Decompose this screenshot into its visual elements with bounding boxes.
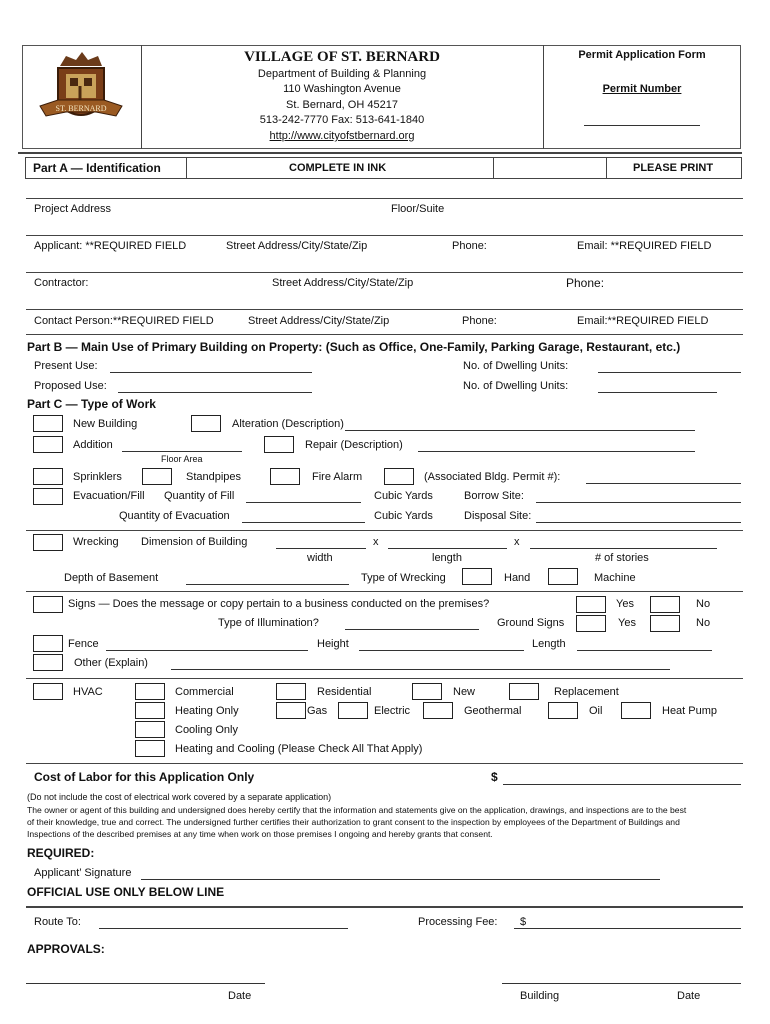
signs-no-checkbox[interactable] [650, 596, 680, 613]
dwelling-units-1-label: No. of Dwelling Units: [463, 360, 569, 372]
section-line-hvac [26, 678, 743, 679]
signs-yes-label: Yes [616, 598, 634, 610]
repair-field[interactable] [418, 451, 695, 452]
gas-label: Gas [307, 705, 328, 717]
header-title: VILLAGE OF ST. BERNARD [244, 49, 440, 65]
present-use-label: Present Use: [34, 360, 98, 372]
applicant-label: Applicant: **REQUIRED FIELD [34, 240, 187, 252]
contractor-label: Contractor: [34, 277, 89, 289]
alteration-label: Alteration (Description) [232, 418, 344, 430]
width-field[interactable] [276, 548, 366, 549]
applicant-phone-label: Phone: [452, 240, 487, 252]
heating-cooling-checkbox[interactable] [135, 740, 165, 757]
commercial-label: Commercial [175, 686, 234, 698]
certification-line-1: The owner or agent of this building and undersigned does hereby certify that the information and statements give on the application, drawings, and inspections are to the best [27, 805, 687, 815]
replacement-checkbox[interactable] [509, 683, 539, 700]
x-separator-2: x [514, 536, 520, 548]
commercial-checkbox[interactable] [135, 683, 165, 700]
processing-fee-dollar: $ [520, 916, 527, 928]
part-a-title: Part A — Identification [33, 161, 161, 175]
contact-email-label: Email:**REQUIRED FIELD [577, 315, 709, 327]
fence-field[interactable] [106, 650, 308, 651]
dimension-label: Dimension of Building [141, 536, 248, 548]
bar-top-line [18, 152, 742, 154]
quantity-fill-field[interactable] [246, 502, 361, 503]
residential-checkbox[interactable] [276, 683, 306, 700]
dwelling-units-1-field[interactable] [598, 372, 741, 373]
proposed-use-field[interactable] [118, 392, 312, 393]
certification-line-3: Inspections of the described premises at any time when work on those premises I ongoing and hereby grants that consent. [27, 829, 493, 839]
applicant-email-label: Email: **REQUIRED FIELD [577, 240, 712, 252]
signs-no-label: No [696, 598, 711, 610]
illumination-field[interactable] [345, 629, 479, 630]
contact-street-label: Street Address/City/State/Zip [248, 315, 390, 327]
complete-in-ink: COMPLETE IN INK [289, 162, 387, 174]
depth-basement-label: Depth of Basement [64, 572, 159, 584]
length-field[interactable] [388, 548, 507, 549]
route-to-field[interactable] [99, 928, 348, 929]
alteration-checkbox[interactable] [191, 415, 221, 432]
wrecking-checkbox[interactable] [33, 534, 63, 551]
cubic-yards-1-label: Cubic Yards [374, 490, 433, 502]
ground-signs-yes-label: Yes [618, 617, 636, 629]
bar-divider-3 [606, 157, 607, 179]
heat-pump-label: Heat Pump [662, 705, 718, 717]
approval-signature-field-1[interactable] [26, 983, 265, 984]
electric-checkbox[interactable] [338, 702, 368, 719]
geothermal-label: Geothermal [464, 705, 522, 717]
standpipes-checkbox[interactable] [142, 468, 172, 485]
section-line-signs [26, 591, 743, 592]
floor-area-field[interactable] [122, 451, 242, 452]
fence-label: Fence [68, 638, 99, 650]
ground-signs-label: Ground Signs [497, 617, 565, 629]
assoc-permit-label: (Associated Bldg. Permit #): [424, 471, 561, 483]
new-building-label: New Building [73, 418, 138, 430]
header-phone-fax: 513-242-7770 Fax: 513-641-1840 [259, 114, 425, 126]
cost-field[interactable] [503, 784, 741, 785]
wrecking-label: Wrecking [73, 536, 119, 548]
header-address: 110 Washington Avenue [283, 83, 401, 95]
addition-label: Addition [73, 439, 113, 451]
fire-alarm-checkbox[interactable] [270, 468, 300, 485]
fire-alarm-label: Fire Alarm [312, 471, 363, 483]
borrow-site-label: Borrow Site: [464, 490, 524, 502]
approval-building-label: Building [520, 990, 560, 1002]
required-heading: REQUIRED: [27, 846, 95, 860]
cooling-only-checkbox[interactable] [135, 721, 165, 738]
ground-signs-no-checkbox[interactable] [650, 615, 680, 632]
disposal-site-field[interactable] [536, 522, 741, 523]
fence-length-label: Length [532, 638, 566, 650]
present-use-field[interactable] [110, 372, 312, 373]
approval-date-1-label: Date [228, 990, 252, 1002]
village-seal [36, 48, 126, 146]
new-label: New [453, 686, 476, 698]
oil-checkbox[interactable] [548, 702, 578, 719]
new-checkbox[interactable] [412, 683, 442, 700]
quantity-evacuation-label: Quantity of Evacuation [119, 510, 230, 522]
permit-number-field[interactable] [584, 125, 700, 126]
row-line-3 [26, 272, 743, 273]
applicant-street-label: Street Address/City/State/Zip [226, 240, 368, 252]
hvac-checkbox[interactable] [33, 683, 63, 700]
cost-note: (Do not include the cost of electrical work covered by a separate application) [27, 792, 332, 802]
cost-dollar: $ [491, 770, 498, 784]
signature-label: Applicant’ Signature [34, 867, 132, 879]
depth-basement-field[interactable] [186, 584, 349, 585]
official-use-heading: OFFICIAL USE ONLY BELOW LINE [27, 885, 225, 899]
electric-label: Electric [374, 705, 411, 717]
geothermal-checkbox[interactable] [423, 702, 453, 719]
quantity-evacuation-field[interactable] [242, 522, 365, 523]
height-field[interactable] [359, 650, 524, 651]
repair-checkbox[interactable] [264, 436, 294, 453]
official-use-line [26, 906, 743, 908]
dwelling-units-2-label: No. of Dwelling Units: [463, 380, 569, 392]
signs-label: Signs — Does the message or copy pertain to a business conducted on the premises? [68, 598, 490, 610]
length-label: length [432, 552, 462, 564]
section-line-cost [26, 763, 743, 764]
machine-checkbox[interactable] [548, 568, 578, 585]
route-to-label: Route To: [34, 916, 81, 928]
seal-lettering: ST. BERNARD [55, 104, 107, 113]
cost-label: Cost of Labor for this Application Only [34, 770, 255, 784]
heating-only-label: Heating Only [175, 705, 239, 717]
addition-checkbox[interactable] [33, 436, 63, 453]
processing-fee-label: Processing Fee: [418, 916, 498, 928]
row-line-1 [26, 198, 743, 199]
sprinklers-label: Sprinklers [73, 471, 122, 483]
new-building-checkbox[interactable] [33, 415, 63, 432]
assoc-permit-checkbox[interactable] [384, 468, 414, 485]
stories-field[interactable] [530, 548, 717, 549]
contractor-phone-label: Phone: [566, 276, 605, 290]
header-department: Department of Building & Planning [257, 68, 427, 80]
fence-checkbox[interactable] [33, 635, 63, 652]
project-address-label: Project Address [34, 203, 112, 215]
other-label: Other (Explain) [74, 657, 148, 669]
oil-label: Oil [589, 705, 603, 717]
illumination-label: Type of Illumination? [218, 617, 319, 629]
assoc-permit-field[interactable] [586, 483, 741, 484]
certification-line-2: of their knowledge, true and correct. The undersigned further certifies their authorization to grant consent to the inspection by employees of the Department of Buildings and [27, 817, 680, 827]
standpipes-label: Standpipes [186, 471, 242, 483]
signs-yes-checkbox[interactable] [576, 596, 606, 613]
height-label: Height [317, 638, 349, 650]
floor-suite-label: Floor/Suite [391, 203, 445, 215]
dwelling-units-2-field[interactable] [598, 392, 717, 393]
cooling-only-label: Cooling Only [175, 724, 238, 736]
header-url[interactable]: http://www.cityofstbernard.org [269, 130, 415, 142]
heat-pump-checkbox[interactable] [621, 702, 651, 719]
processing-fee-field[interactable] [514, 928, 741, 929]
hvac-label: HVAC [73, 686, 103, 698]
replacement-label: Replacement [554, 686, 619, 698]
permit-number-label: Permit Number [602, 83, 682, 95]
contractor-street-label: Street Address/City/State/Zip [272, 277, 414, 289]
other-checkbox[interactable] [33, 654, 63, 671]
signs-checkbox[interactable] [33, 596, 63, 613]
evacuation-fill-label: Evacuation/Fill [73, 490, 145, 502]
header-city: St. Bernard, OH 45217 [286, 99, 398, 111]
bar-divider-1 [186, 157, 187, 179]
evacuation-fill-checkbox[interactable] [33, 488, 63, 505]
approval-signature-field-2[interactable] [502, 983, 741, 984]
borrow-site-field[interactable] [536, 502, 741, 503]
please-print: PLEASE PRINT [633, 162, 714, 174]
gas-checkbox[interactable] [276, 702, 306, 719]
machine-label: Machine [594, 572, 636, 584]
part-a-bottom-line [26, 334, 743, 335]
approvals-heading: APPROVALS: [27, 942, 105, 956]
hand-checkbox[interactable] [462, 568, 492, 585]
width-label: width [307, 552, 333, 564]
sprinklers-checkbox[interactable] [33, 468, 63, 485]
fence-length-field[interactable] [577, 650, 712, 651]
type-wrecking-label: Type of Wrecking [361, 572, 446, 584]
floor-area-label: Floor Area [161, 454, 203, 464]
disposal-site-label: Disposal Site: [464, 510, 532, 522]
contact-phone-label: Phone: [462, 315, 497, 327]
signature-field[interactable] [141, 879, 660, 880]
part-c-title: Part C — Type of Work [27, 397, 156, 411]
residential-label: Residential [317, 686, 372, 698]
proposed-use-label: Proposed Use: [34, 380, 107, 392]
other-field[interactable] [171, 669, 670, 670]
row-line-4 [26, 309, 743, 310]
cubic-yards-2-label: Cubic Yards [374, 510, 433, 522]
section-line-wrecking [26, 530, 743, 531]
heating-cooling-label: Heating and Cooling (Please Check All That Apply) [175, 743, 423, 755]
ground-signs-no-label: No [696, 617, 711, 629]
quantity-fill-label: Quantity of Fill [164, 490, 235, 502]
bar-divider-2 [493, 157, 494, 179]
contact-person-label: Contact Person:**REQUIRED FIELD [34, 315, 214, 327]
row-line-2 [26, 235, 743, 236]
hand-label: Hand [504, 572, 531, 584]
stories-label: # of stories [595, 552, 649, 564]
repair-label: Repair (Description) [305, 439, 403, 451]
ground-signs-yes-checkbox[interactable] [576, 615, 606, 632]
x-separator-1: x [373, 536, 379, 548]
heating-only-checkbox[interactable] [135, 702, 165, 719]
part-b-title: Part B — Main Use of Primary Building on Property: (Such as Office, One-Family, Parking Garage, Restaurant, etc.) [27, 340, 681, 354]
approval-date-2-label: Date [677, 990, 701, 1002]
form-name: Permit Application Form [578, 49, 706, 61]
alteration-field[interactable] [345, 430, 695, 431]
